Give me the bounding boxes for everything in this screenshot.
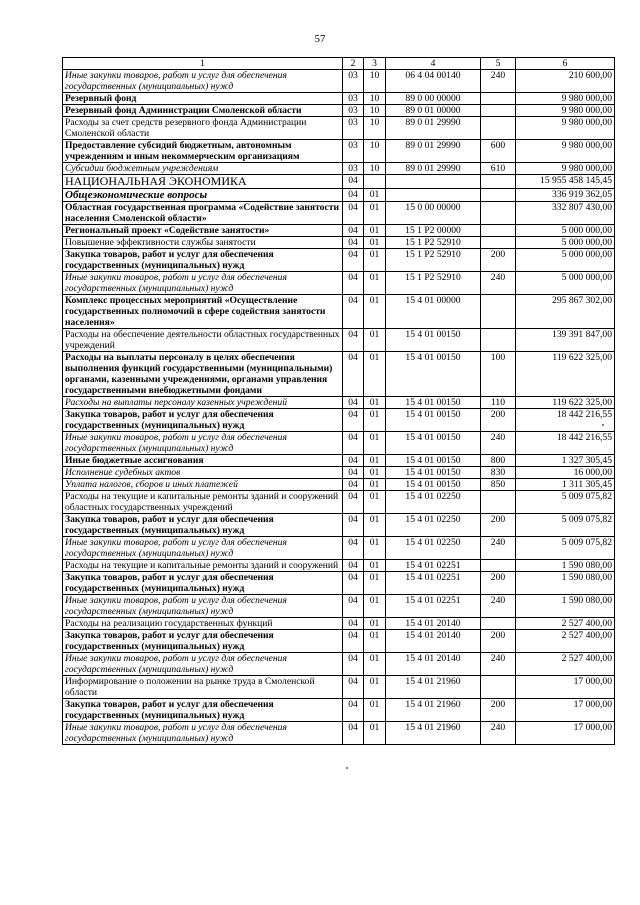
row-section-code: 04	[343, 202, 364, 225]
row-subsection-code: 01	[364, 397, 386, 409]
table-row	[63, 595, 615, 618]
table-row	[63, 329, 615, 352]
row-expense-type: 200	[481, 630, 516, 653]
row-subsection-code: 01	[364, 202, 386, 225]
row-expense-type: 240	[481, 432, 516, 455]
row-name: Иные закупки товаров, работ и услуг для обеспечения государственных (муниципальных) нужд	[63, 653, 343, 676]
row-name: Иные бюджетные ассигнования	[63, 455, 343, 467]
row-amount: 5 009 075,82	[516, 491, 615, 514]
table-row	[63, 560, 615, 572]
row-section-code: 03	[343, 117, 364, 140]
row-amount: 1 311 305,45	[516, 479, 615, 491]
row-section-code: 03	[343, 105, 364, 117]
row-expense-type	[481, 491, 516, 514]
table-row	[63, 189, 615, 202]
row-section-code: 04	[343, 467, 364, 479]
row-subsection-code: 01	[364, 537, 386, 560]
table-row	[63, 237, 615, 249]
row-amount: 15 955 458 145,45	[516, 175, 615, 189]
row-name: Закупка товаров, работ и услуг для обеспечения государственных (муниципальных) нужд	[63, 249, 343, 272]
row-target-article: 15 1 Р2 00000	[386, 225, 481, 237]
table-row	[63, 467, 615, 479]
row-target-article: 15 4 01 20140	[386, 653, 481, 676]
row-subsection-code: 01	[364, 653, 386, 676]
scan-speck	[602, 424, 604, 426]
table-row	[63, 455, 615, 467]
row-section-code: 04	[343, 175, 364, 189]
table-row	[63, 537, 615, 560]
table-row	[63, 93, 615, 105]
row-section-code: 04	[343, 455, 364, 467]
row-amount: 139 391 847,00	[516, 329, 615, 352]
row-target-article: 89 0 01 00000	[386, 105, 481, 117]
row-target-article: 15 4 01 00150	[386, 409, 481, 432]
row-expense-type: 240	[481, 70, 516, 93]
row-amount: 336 919 362,05	[516, 189, 615, 202]
header-col-1: 1	[63, 58, 343, 70]
row-amount: 210 600,00	[516, 70, 615, 93]
row-target-article: 15 4 01 02250	[386, 537, 481, 560]
row-section-code: 04	[343, 397, 364, 409]
row-section-code: 04	[343, 295, 364, 329]
row-amount: 17 000,00	[516, 676, 615, 699]
row-section-code: 04	[343, 630, 364, 653]
row-target-article: 89 0 01 29990	[386, 117, 481, 140]
row-name: Информирование о положении на рынке труда в Смоленской области	[63, 676, 343, 699]
row-amount: 5 000 000,00	[516, 237, 615, 249]
table-row	[63, 175, 615, 189]
row-target-article: 15 4 01 02251	[386, 572, 481, 595]
row-amount: 18 442 216,55	[516, 409, 615, 432]
row-subsection-code: 01	[364, 272, 386, 295]
row-amount: 5 000 000,00	[516, 225, 615, 237]
row-expense-type: 200	[481, 699, 516, 722]
row-expense-type: 200	[481, 409, 516, 432]
row-section-code: 04	[343, 676, 364, 699]
row-subsection-code: 10	[364, 93, 386, 105]
row-name: Закупка товаров, работ и услуг для обеспечения государственных (муниципальных) нужд	[63, 699, 343, 722]
row-section-code: 04	[343, 479, 364, 491]
row-target-article: 15 4 01 00150	[386, 467, 481, 479]
table-row	[63, 249, 615, 272]
row-subsection-code: 01	[364, 432, 386, 455]
row-name: Расходы на текущие и капитальные ремонты зданий и сооружений	[63, 560, 343, 572]
row-section-code: 04	[343, 491, 364, 514]
table-row	[63, 630, 615, 653]
row-expense-type: 100	[481, 352, 516, 397]
row-name: Субсидии бюджетным учреждениям	[63, 163, 343, 175]
row-target-article: 89 0 00 00000	[386, 93, 481, 105]
table-row	[63, 572, 615, 595]
table-row	[63, 70, 615, 93]
row-amount: 2 527 400,00	[516, 653, 615, 676]
row-name: Резервный фонд Администрации Смоленской области	[63, 105, 343, 117]
row-expense-type: 600	[481, 140, 516, 163]
table-row	[63, 163, 615, 175]
row-amount: 9 980 000,00	[516, 93, 615, 105]
row-subsection-code: 10	[364, 140, 386, 163]
row-section-code: 04	[343, 249, 364, 272]
row-section-code: 04	[343, 572, 364, 595]
row-target-article: 06 4 04 00140	[386, 70, 481, 93]
scan-speck	[346, 767, 348, 769]
row-target-article: 15 4 01 20140	[386, 618, 481, 630]
table-row	[63, 618, 615, 630]
row-target-article: 15 4 01 00150	[386, 397, 481, 409]
table-row	[63, 105, 615, 117]
row-section-code: 04	[343, 722, 364, 745]
table-row	[63, 676, 615, 699]
row-target-article: 15 1 Р2 52910	[386, 272, 481, 295]
row-subsection-code: 01	[364, 409, 386, 432]
row-subsection-code: 01	[364, 514, 386, 537]
row-target-article: 15 0 00 00000	[386, 202, 481, 225]
header-col-6: 6	[516, 58, 615, 70]
row-name: Исполнение судебных актов	[63, 467, 343, 479]
row-expense-type	[481, 225, 516, 237]
row-name: Иные закупки товаров, работ и услуг для обеспечения государственных (муниципальных) нужд	[63, 272, 343, 295]
table-row	[63, 409, 615, 432]
row-subsection-code: 01	[364, 237, 386, 249]
row-section-code: 03	[343, 70, 364, 93]
row-section-code: 04	[343, 514, 364, 537]
row-target-article: 15 4 01 20140	[386, 630, 481, 653]
row-section-code: 03	[343, 163, 364, 175]
row-subsection-code	[364, 175, 386, 189]
row-target-article: 15 4 01 02251	[386, 560, 481, 572]
row-amount: 9 980 000,00	[516, 163, 615, 175]
row-name: Иные закупки товаров, работ и услуг для обеспечения государственных (муниципальных) нужд	[63, 537, 343, 560]
row-expense-type	[481, 175, 516, 189]
row-subsection-code: 01	[364, 479, 386, 491]
table-row	[63, 699, 615, 722]
row-section-code: 04	[343, 225, 364, 237]
table-row	[63, 140, 615, 163]
table-row	[63, 722, 615, 745]
row-target-article: 15 4 01 00150	[386, 455, 481, 467]
row-target-article: 15 4 01 02250	[386, 491, 481, 514]
table-row	[63, 397, 615, 409]
row-target-article: 15 4 01 00150	[386, 352, 481, 397]
row-name: Комплекс процессных мероприятий «Осуществление государственных полномочий в сфере содействия занятости населения»	[63, 295, 343, 329]
row-amount: 5 009 075,82	[516, 537, 615, 560]
budget-table	[62, 57, 615, 745]
row-name: Расходы на реализацию государственных функций	[63, 618, 343, 630]
row-amount: 9 980 000,00	[516, 140, 615, 163]
row-name: Уплата налогов, сборов и иных платежей	[63, 479, 343, 491]
row-target-article: 15 4 01 02251	[386, 595, 481, 618]
row-amount: 9 980 000,00	[516, 117, 615, 140]
row-section-code: 04	[343, 352, 364, 397]
row-subsection-code: 01	[364, 491, 386, 514]
row-expense-type: 800	[481, 455, 516, 467]
row-amount: 1 590 080,00	[516, 560, 615, 572]
row-amount: 5 000 000,00	[516, 249, 615, 272]
row-subsection-code: 01	[364, 455, 386, 467]
header-col-4: 4	[386, 58, 481, 70]
row-expense-type: 240	[481, 537, 516, 560]
row-name: Расходы на выплаты персоналу в целях обеспечения выполнения функций государственными (муниципальными) органами, казенными учреждениями, органами управления государственными внебюджетными фондами	[63, 352, 343, 397]
row-target-article	[386, 175, 481, 189]
row-expense-type: 200	[481, 249, 516, 272]
table-row	[63, 117, 615, 140]
row-subsection-code: 10	[364, 70, 386, 93]
row-section-code: 04	[343, 618, 364, 630]
row-name: Иные закупки товаров, работ и услуг для обеспечения государственных (муниципальных) нужд	[63, 70, 343, 93]
row-subsection-code: 01	[364, 225, 386, 237]
row-subsection-code: 01	[364, 722, 386, 745]
row-subsection-code: 10	[364, 163, 386, 175]
table-row	[63, 491, 615, 514]
row-section-code: 04	[343, 653, 364, 676]
row-amount: 16 000,00	[516, 467, 615, 479]
row-name: Предоставление субсидий бюджетным, автономным учреждениям и иным некоммерческим организациям	[63, 140, 343, 163]
row-amount: 17 000,00	[516, 722, 615, 745]
row-target-article: 89 0 01 29990	[386, 140, 481, 163]
row-name: Закупка товаров, работ и услуг для обеспечения государственных (муниципальных) нужд	[63, 514, 343, 537]
row-expense-type	[481, 117, 516, 140]
row-target-article: 15 1 Р2 52910	[386, 237, 481, 249]
row-amount: 1 590 080,00	[516, 572, 615, 595]
row-amount: 17 000,00	[516, 699, 615, 722]
row-name: Иные закупки товаров, работ и услуг для обеспечения государственных (муниципальных) нужд	[63, 432, 343, 455]
row-section-code: 03	[343, 93, 364, 105]
row-amount: 1 590 080,00	[516, 595, 615, 618]
row-name: Иные закупки товаров, работ и услуг для обеспечения государственных (муниципальных) нужд	[63, 595, 343, 618]
row-target-article: 15 4 01 02250	[386, 514, 481, 537]
row-target-article: 15 4 01 00150	[386, 329, 481, 352]
row-expense-type: 240	[481, 653, 516, 676]
row-expense-type	[481, 202, 516, 225]
row-target-article: 15 4 01 21960	[386, 722, 481, 745]
row-subsection-code: 01	[364, 618, 386, 630]
row-section-code: 04	[343, 537, 364, 560]
row-amount: 1 327 305,45	[516, 455, 615, 467]
row-name: Расходы на выплаты персоналу казенных учреждений	[63, 397, 343, 409]
row-name: Общеэкономические вопросы	[63, 189, 343, 202]
row-target-article: 15 4 01 00150	[386, 432, 481, 455]
row-expense-type: 200	[481, 514, 516, 537]
row-expense-type	[481, 295, 516, 329]
row-expense-type	[481, 93, 516, 105]
row-subsection-code: 10	[364, 105, 386, 117]
row-target-article: 15 4 01 00000	[386, 295, 481, 329]
row-expense-type: 850	[481, 479, 516, 491]
row-subsection-code: 01	[364, 189, 386, 202]
row-expense-type	[481, 618, 516, 630]
row-expense-type: 610	[481, 163, 516, 175]
row-name: Расходы на текущие и капитальные ремонты зданий и сооружений областных государственных учреждений	[63, 491, 343, 514]
row-expense-type	[481, 189, 516, 202]
row-amount: 5 000 000,00	[516, 272, 615, 295]
row-subsection-code: 01	[364, 595, 386, 618]
table-row	[63, 352, 615, 397]
table-row	[63, 432, 615, 455]
row-section-code: 04	[343, 432, 364, 455]
row-amount: 119 622 325,00	[516, 397, 615, 409]
row-expense-type: 110	[481, 397, 516, 409]
row-amount: 9 980 000,00	[516, 105, 615, 117]
row-name: Резервный фонд	[63, 93, 343, 105]
row-amount: 119 622 325,00	[516, 352, 615, 397]
row-subsection-code: 01	[364, 467, 386, 479]
budget-table-body	[63, 58, 615, 745]
row-name: НАЦИОНАЛЬНАЯ ЭКОНОМИКА	[63, 175, 343, 189]
row-name: Закупка товаров, работ и услуг для обеспечения государственных (муниципальных) нужд	[63, 409, 343, 432]
row-section-code: 04	[343, 595, 364, 618]
row-target-article	[386, 189, 481, 202]
row-expense-type	[481, 676, 516, 699]
row-target-article: 15 1 Р2 52910	[386, 249, 481, 272]
row-subsection-code: 01	[364, 295, 386, 329]
row-name: Закупка товаров, работ и услуг для обеспечения государственных (муниципальных) нужд	[63, 630, 343, 653]
row-name: Областная государственная программа «Содействие занятости населения Смоленской области»	[63, 202, 343, 225]
row-name: Повышение эффективности службы занятости	[63, 237, 343, 249]
row-subsection-code: 01	[364, 676, 386, 699]
row-amount: 332 807 430,00	[516, 202, 615, 225]
row-target-article: 15 4 01 21960	[386, 676, 481, 699]
table-row	[63, 295, 615, 329]
row-section-code: 04	[343, 272, 364, 295]
table-header-row	[63, 58, 615, 70]
header-col-2: 2	[343, 58, 364, 70]
row-section-code: 04	[343, 189, 364, 202]
row-amount: 18 442 216,55	[516, 432, 615, 455]
row-expense-type	[481, 329, 516, 352]
row-amount: 2 527 400,00	[516, 618, 615, 630]
row-target-article: 15 4 01 21960	[386, 699, 481, 722]
row-subsection-code: 01	[364, 249, 386, 272]
header-col-3: 3	[364, 58, 386, 70]
row-name: Расходы на обеспечение деятельности областных государственных учреждений	[63, 329, 343, 352]
row-expense-type: 240	[481, 272, 516, 295]
row-section-code: 04	[343, 560, 364, 572]
row-subsection-code: 01	[364, 329, 386, 352]
row-section-code: 04	[343, 699, 364, 722]
row-section-code: 03	[343, 140, 364, 163]
row-name: Региональный проект «Содействие занятости»	[63, 225, 343, 237]
row-section-code: 04	[343, 237, 364, 249]
table-row	[63, 202, 615, 225]
header-col-5: 5	[481, 58, 516, 70]
row-subsection-code: 01	[364, 572, 386, 595]
row-subsection-code: 10	[364, 117, 386, 140]
row-subsection-code: 01	[364, 699, 386, 722]
row-section-code: 04	[343, 409, 364, 432]
row-target-article: 15 4 01 00150	[386, 479, 481, 491]
table-row	[63, 225, 615, 237]
row-name: Иные закупки товаров, работ и услуг для обеспечения государственных (муниципальных) нужд	[63, 722, 343, 745]
row-name: Расходы за счет средств резервного фонда Администрации Смоленской области	[63, 117, 343, 140]
table-row	[63, 272, 615, 295]
row-expense-type: 200	[481, 572, 516, 595]
row-section-code: 04	[343, 329, 364, 352]
row-subsection-code: 01	[364, 560, 386, 572]
row-amount: 2 527 400,00	[516, 630, 615, 653]
row-expense-type: 830	[481, 467, 516, 479]
row-subsection-code: 01	[364, 352, 386, 397]
table-row	[63, 514, 615, 537]
row-expense-type: 240	[481, 595, 516, 618]
row-target-article: 89 0 01 29990	[386, 163, 481, 175]
table-row	[63, 653, 615, 676]
row-amount: 295 867 302,00	[516, 295, 615, 329]
row-expense-type	[481, 237, 516, 249]
row-expense-type: 240	[481, 722, 516, 745]
table-row	[63, 479, 615, 491]
row-name: Закупка товаров, работ и услуг для обеспечения государственных (муниципальных) нужд	[63, 572, 343, 595]
row-expense-type	[481, 560, 516, 572]
page-number: 57	[314, 33, 326, 45]
row-amount: 5 009 075,82	[516, 514, 615, 537]
row-expense-type	[481, 105, 516, 117]
row-subsection-code: 01	[364, 630, 386, 653]
